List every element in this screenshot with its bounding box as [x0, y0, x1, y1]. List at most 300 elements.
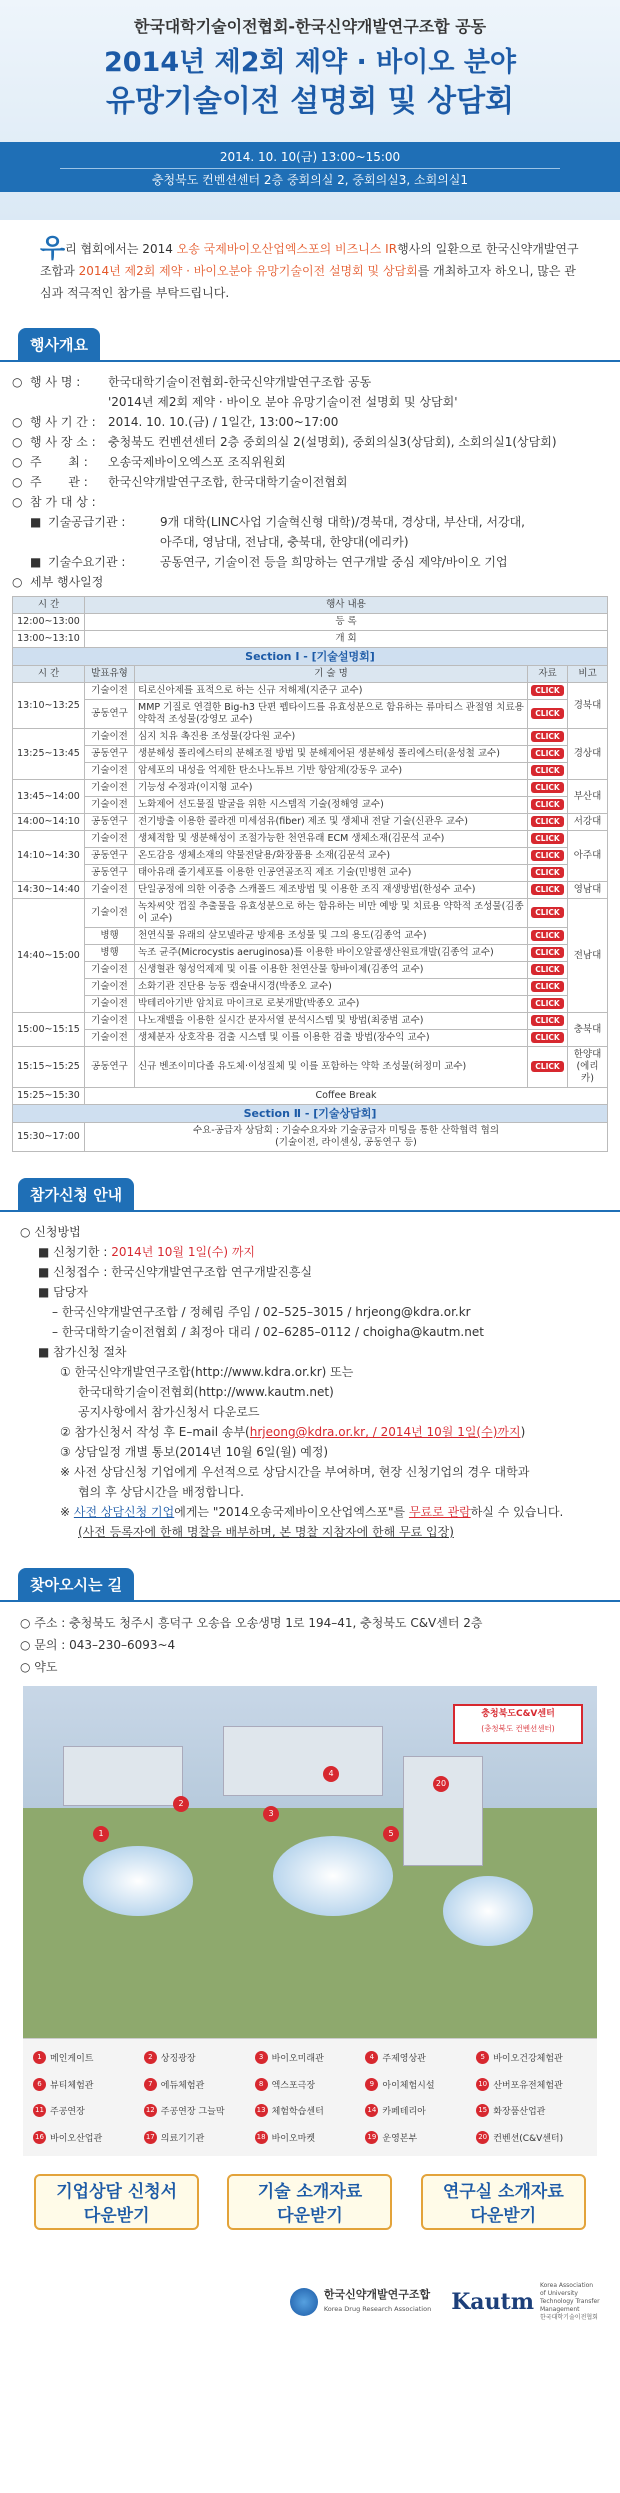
data-cell	[528, 1047, 568, 1088]
circle-bullet-icon: ○	[20, 1225, 35, 1239]
data-cell	[528, 1030, 568, 1047]
click-button[interactable]: CLICK	[531, 816, 563, 827]
tech-cell: 신규 벤조이미다졸 유도체·이성질체 및 이를 포함하는 약학 조성물(허정미 교수)	[135, 1047, 528, 1088]
event-title-line1: 2014년 제2회 제약 · 바이오 분야	[103, 47, 516, 78]
target-value: 9개 대학(LINC사업 기술혁신형 대학)/경북대, 경상대, 부산대, 서강대,	[160, 515, 525, 529]
tech-cell: MMP 기질로 연결한 Big-h3 단편 펩타이드를 유효성분으로 함유하는 류마티스 관절염 치료용 약학적 조성물(강영모 교수)	[135, 700, 528, 729]
time-cell: 15:25~15:30	[13, 1088, 85, 1105]
type-cell: 공동연구	[85, 746, 135, 763]
table-row	[13, 814, 608, 831]
overview-value: 한국신약개발연구조합, 한국대학기술이전협회	[108, 475, 348, 489]
note-cell: 영남대	[568, 882, 608, 899]
legend-label: 카페테리아	[382, 2107, 426, 2118]
header-banner	[0, 0, 620, 220]
col-time: 시 간	[13, 597, 85, 614]
procedure-step-1: ① 한국신약개발연구조합(http://www.kdra.or.kr) 또는	[60, 1365, 354, 1379]
table-row	[13, 979, 608, 996]
type-cell: 기술이전	[85, 729, 135, 746]
legend-label: 의료기기관	[160, 2134, 205, 2145]
apply-note-3: (사전 등록자에 한해 명찰을 배부하며, 본 명찰 지참자에 한해 무료 입장)	[78, 1525, 454, 1539]
map-marker: 3	[263, 1806, 279, 1822]
tech-cell: 신생혈관 형성억제제 및 이를 이용한 천연산물 항바이제(김종억 교수)	[135, 962, 528, 979]
time-cell: 14:10~14:30	[13, 831, 85, 882]
time-cell: 14:40~15:00	[13, 899, 85, 1013]
map-building	[223, 1726, 383, 1796]
click-button[interactable]: CLICK	[531, 685, 563, 696]
procedure-step-2: ② 참가신청서 작성 후 E–mail 송부(hrjeong@kdra.or.kr, / 2014년 10월 1일(수)까지)	[60, 1425, 526, 1439]
data-cell	[528, 746, 568, 763]
legend-label: 바이오미래관	[271, 2053, 324, 2064]
time-cell: 15:00~15:15	[13, 1013, 85, 1047]
circle-bullet-icon: ○	[12, 575, 23, 589]
download-lab-intro-button[interactable]: 연구실 소개자료 다운받기	[421, 2174, 586, 2230]
contact-line-2: – 한국대학기술이전협회 / 최정아 대리 / 02–6285–0112 / choigha@kautm.net	[52, 1325, 484, 1339]
legend-number: 10	[476, 2078, 489, 2091]
type-cell: 기술이전	[85, 1030, 135, 1047]
time-cell: 14:00~14:10	[13, 814, 85, 831]
date-venue-band	[0, 142, 620, 192]
legend-number: 5	[476, 2051, 489, 2064]
overview-row-period	[12, 412, 608, 432]
intro-paragraph	[0, 220, 620, 328]
legend-number: 8	[255, 2078, 268, 2091]
square-bullet-icon: ■	[38, 1265, 54, 1279]
legend-number: 16	[33, 2131, 46, 2144]
legend-item	[33, 2127, 144, 2148]
note-cell: 한양대 (에리카)	[568, 1047, 608, 1088]
overview-value-cont: '2014년 제2회 제약 · 바이오 분야 유망기술이전 설명회 및 상담회'	[108, 395, 458, 409]
legend-label: 화장품산업관	[493, 2107, 546, 2118]
legend-label: 컨벤션(C&V센터)	[493, 2134, 564, 2145]
section-title-apply: 참가신청 안내	[18, 1178, 134, 1212]
data-cell	[528, 945, 568, 962]
legend-item	[33, 2101, 144, 2122]
table-row	[13, 1123, 608, 1152]
legend-number: 4	[365, 2051, 378, 2064]
table-row	[13, 797, 608, 814]
table-row	[13, 882, 608, 899]
type-cell: 공동연구	[85, 814, 135, 831]
data-cell	[528, 996, 568, 1013]
table-row	[13, 945, 608, 962]
table-row	[13, 962, 608, 979]
note-cell: 경상대	[568, 729, 608, 780]
content-cell: 등 록	[85, 614, 608, 631]
click-button[interactable]: CLICK	[531, 708, 563, 719]
schedule-table	[12, 596, 608, 1152]
legend-number: 2	[144, 2051, 157, 2064]
legend-number: 18	[255, 2131, 268, 2144]
map-legend	[23, 2038, 597, 2156]
col-tech: 기 술 명	[135, 666, 528, 683]
circle-bullet-icon: ○	[20, 1616, 35, 1630]
legend-number: 19	[365, 2131, 378, 2144]
circle-bullet-icon: ○	[20, 1660, 35, 1674]
legend-label: 주제영상관	[382, 2053, 426, 2064]
procedure-step-1b: 한국대학기술이전협회(http://www.kautm.net)	[78, 1385, 334, 1399]
square-bullet-icon: ■	[38, 1345, 54, 1359]
procedure-step-1c: 공지사항에서 참가신청서 다운로드	[78, 1405, 260, 1419]
legend-item	[33, 2047, 144, 2068]
col-type: 발표유형	[85, 666, 135, 683]
type-cell: 기술이전	[85, 979, 135, 996]
note-cell: 서강대	[568, 814, 608, 831]
table-row	[13, 848, 608, 865]
data-cell	[528, 979, 568, 996]
legend-item	[255, 2074, 366, 2095]
legend-item	[476, 2074, 587, 2095]
apply-receipt: ■ 신청접수 : 한국신약개발연구조합 연구개발진흥실	[38, 1265, 313, 1279]
data-cell	[528, 700, 568, 729]
legend-item	[255, 2047, 366, 2068]
table-row	[13, 899, 608, 928]
circle-bullet-icon: ○	[12, 475, 23, 489]
legend-item	[33, 2074, 144, 2095]
type-cell: 기술이전	[85, 831, 135, 848]
legend-label: 주공연장 그늘막	[160, 2107, 225, 2118]
table-row	[13, 831, 608, 848]
legend-label: 뷰티체험관	[50, 2080, 94, 2091]
type-cell: 기술이전	[85, 882, 135, 899]
data-cell	[528, 865, 568, 882]
target-label: 기술수요기관 :	[48, 555, 126, 569]
type-cell: 기술이전	[85, 763, 135, 780]
apply-note-2: ※ 사전 상담신청 기업에게는 "2014오송국제바이오산업엑스포"를 무료로 관람하실 수 있습니다.	[60, 1505, 564, 1519]
contact-line-1: – 한국신약개발연구조합 / 정혜림 주임 / 02–525–3015 / hrjeong@kdra.or.kr	[52, 1305, 471, 1319]
table-row	[13, 763, 608, 780]
type-cell: 공동연구	[85, 1047, 135, 1088]
click-button[interactable]: CLICK	[531, 884, 563, 895]
data-cell	[528, 882, 568, 899]
overview-value: 한국대학기술이전협회-한국신약개발연구조합 공동	[108, 375, 372, 389]
event-title-line2: 유망기술이전 설명회 및 상담회	[105, 84, 515, 119]
tech-cell: 생분해성 폴리에스터의 분해조절 방법 및 분해제어된 생분해성 폴리에스터(윤성철 교수)	[135, 746, 528, 763]
download-consult-form-button[interactable]: 기업상담 신청서 다운받기	[34, 2174, 199, 2230]
click-button[interactable]: CLICK	[531, 930, 563, 941]
col-content: 행사 내용	[85, 597, 608, 614]
legend-label: 상징광장	[160, 2053, 196, 2064]
col-time: 시 간	[13, 666, 85, 683]
data-cell	[528, 797, 568, 814]
legend-label: 바이오마켓	[271, 2134, 316, 2145]
legend-number: 7	[144, 2078, 157, 2091]
legend-item	[255, 2127, 366, 2148]
data-cell	[528, 928, 568, 945]
time-cell: 13:00~13:10	[13, 631, 85, 648]
type-cell: 기술이전	[85, 1013, 135, 1030]
overview-label: 행 사 기 간 :	[30, 415, 96, 429]
table-row	[13, 1030, 608, 1047]
legend-number: 6	[33, 2078, 46, 2091]
map-marker: 1	[93, 1826, 109, 1842]
type-cell: 기술이전	[85, 797, 135, 814]
square-bullet-icon: ■	[38, 1285, 54, 1299]
type-cell: 기술이전	[85, 780, 135, 797]
click-button[interactable]: CLICK	[531, 833, 563, 844]
data-cell	[528, 899, 568, 928]
square-bullet-icon: ■	[30, 555, 42, 569]
map-dome	[83, 1846, 193, 1916]
data-cell	[528, 831, 568, 848]
kdra-logo: 한국신약개발연구조합 Korea Drug Research Association	[290, 2288, 431, 2316]
legend-item	[144, 2127, 255, 2148]
type-cell: 기술이전	[85, 683, 135, 700]
overview-value: 충청북도 컨벤션센터 2층 중회의실 2(설명회), 중회의실3(상담회), 소회의실1(상담회)	[108, 435, 557, 449]
target-value-cont: 아주대, 영남대, 전남대, 충북대, 한양대(에리카)	[160, 535, 409, 549]
overview-row-name	[12, 372, 608, 392]
tech-cell: 박테리아기반 암치료 마이크로 로봇개발(박종오 교수)	[135, 996, 528, 1013]
overview-row-schedule	[12, 572, 608, 592]
overview-label: 주 관 :	[30, 475, 88, 489]
square-bullet-icon: ■	[30, 515, 42, 529]
download-tech-intro-button[interactable]: 기술 소개자료 다운받기	[227, 2174, 392, 2230]
type-cell: 병행	[85, 945, 135, 962]
table-header-row	[13, 597, 608, 614]
time-cell: 13:25~13:45	[13, 729, 85, 780]
col-data: 자료	[528, 666, 568, 683]
click-button[interactable]: CLICK	[531, 850, 563, 861]
square-bullet-icon: ■	[38, 1245, 54, 1259]
legend-number: 1	[33, 2051, 46, 2064]
table-row	[13, 683, 608, 700]
tech-cell: 단일공정에 의한 이중층 스캐폴드 제조방법 및 이용한 조직 재생방법(한성수 교수)	[135, 882, 528, 899]
note-cell: 부산대	[568, 780, 608, 814]
overview-row-organizer	[12, 472, 608, 492]
legend-label: 바이오건강체험관	[493, 2053, 563, 2064]
click-button[interactable]: CLICK	[531, 947, 563, 958]
table-row	[13, 780, 608, 797]
legend-item	[255, 2101, 366, 2122]
tech-cell: 노화제어 선도물질 발굴을 위한 시스템적 기술(정해영 교수)	[135, 797, 528, 814]
consult-line1: 수요-공급자 상담회 : 기술수요자와 기술공급자 미팅을 통한 산학협력 협의	[192, 1125, 500, 1136]
apply-method: ○ 신청방법	[20, 1225, 81, 1239]
intro-highlight-2: 2014년 제2회 제약 · 바이오분야 유망기술이전 설명회 및 상담회	[78, 264, 418, 278]
click-button[interactable]: CLICK	[531, 799, 563, 810]
data-cell	[528, 814, 568, 831]
overview-value: 2014. 10. 10.(금) / 1일간, 13:00~17:00	[108, 415, 339, 429]
map-building	[63, 1746, 183, 1806]
venue-callout: 충청북도C&V센터 (충청북도 컨벤션센터)	[453, 1704, 583, 1744]
map-dome	[443, 1876, 533, 1946]
legend-label: 산버포유전체험관	[493, 2080, 563, 2091]
section-header-overview	[0, 328, 620, 362]
section-title-overview: 행사개요	[18, 328, 100, 362]
legend-number: 3	[255, 2051, 268, 2064]
time-cell: 14:30~14:40	[13, 882, 85, 899]
note-cell: 충북대	[568, 1013, 608, 1047]
data-cell	[528, 1013, 568, 1030]
data-cell	[528, 962, 568, 979]
type-cell: 기술이전	[85, 962, 135, 979]
note-cell: 아주대	[568, 831, 608, 882]
tech-cell: 온도감응 생체소재의 약물전달용/화장품용 소재(김문석 교수)	[135, 848, 528, 865]
col-note: 비고	[568, 666, 608, 683]
intro-highlight-1: 오송 국제바이오산업엑스포의 비즈니스 IR	[176, 242, 398, 256]
type-cell: 병행	[85, 928, 135, 945]
legend-number: 11	[33, 2104, 46, 2117]
legend-item	[476, 2047, 587, 2068]
note-cell: 전남대	[568, 899, 608, 1013]
click-button[interactable]: CLICK	[531, 731, 563, 742]
content-cell: 개 회	[85, 631, 608, 648]
footer-logos	[0, 2256, 620, 2348]
type-cell: 공동연구	[85, 700, 135, 729]
tech-cell: 생체적합 및 생분해성이 조절가능한 천연유래 ECM 생체소재(김문석 교수)	[135, 831, 528, 848]
tech-cell: 소화기관 진단용 능동 캡슐내시경(박종오 교수)	[135, 979, 528, 996]
content-cell	[85, 1123, 608, 1152]
table-row	[13, 865, 608, 882]
target-supplier	[12, 512, 608, 532]
click-button[interactable]: CLICK	[531, 1015, 563, 1026]
overview-label: 행 사 장 소 :	[30, 435, 96, 449]
map-building	[403, 1756, 483, 1866]
consult-line2: (기술이전, 라이센싱, 공동연구 등)	[275, 1137, 417, 1148]
tech-cell: 심지 치유 촉진용 조성물(강다원 교수)	[135, 729, 528, 746]
legend-item	[476, 2101, 587, 2122]
section-title-location: 찾아오시는 길	[18, 1568, 134, 1602]
table-row	[13, 614, 608, 631]
legend-item	[144, 2074, 255, 2095]
click-button[interactable]: CLICK	[531, 964, 563, 975]
phone-line: ○ 문의 : 043–230–6093~4	[20, 1638, 176, 1652]
apply-procedure-label: ■ 참가신청 절차	[38, 1345, 127, 1359]
map-marker: 20	[433, 1776, 449, 1792]
tech-cell: 천연식물 유래의 살모넬라균 방제용 조성물 및 그의 용도(김종억 교수)	[135, 928, 528, 945]
map-marker: 4	[323, 1766, 339, 1782]
target-value: 공동연구, 기술이전 등을 희망하는 연구개발 중심 제약/바이오 기업	[160, 555, 508, 569]
legend-item	[365, 2047, 476, 2068]
tech-cell: 생체분자 상호작용 검출 시스템 및 이를 이용한 검출 방법(장수익 교수)	[135, 1030, 528, 1047]
overview-section	[0, 362, 620, 1152]
apply-note-1: ※ 사전 상담신청 기업에게 우선적으로 상담시간을 부여하며, 현장 신청기업의 경우 대학과	[60, 1465, 530, 1479]
legend-number: 12	[144, 2104, 157, 2117]
type-cell: 기술이전	[85, 899, 135, 928]
venue-map-image	[23, 1686, 597, 2038]
legend-item	[144, 2101, 255, 2122]
apply-contact-label: ■ 담당자	[38, 1285, 88, 1299]
overview-row-host	[12, 452, 608, 472]
click-button[interactable]: CLICK	[531, 907, 563, 918]
target-demander	[12, 552, 608, 572]
table-row	[13, 631, 608, 648]
overview-label: 주 최 :	[30, 455, 88, 469]
legend-item	[476, 2127, 587, 2148]
click-button[interactable]: CLICK	[531, 765, 563, 776]
data-cell	[528, 729, 568, 746]
kdra-mark-icon	[290, 2288, 318, 2316]
click-button[interactable]: CLICK	[531, 998, 563, 1009]
table-row	[13, 1013, 608, 1030]
table-row	[13, 1088, 608, 1105]
table-header-row	[13, 666, 608, 683]
data-cell	[528, 848, 568, 865]
section2-row	[13, 1105, 608, 1123]
click-button[interactable]: CLICK	[531, 1061, 563, 1072]
legend-number: 17	[144, 2131, 157, 2144]
data-cell	[528, 763, 568, 780]
tech-cell: 전기방출 이용한 콜라겐 미세섬유(fiber) 제조 및 생체내 전달 기술(신관우 교수)	[135, 814, 528, 831]
circle-bullet-icon: ○	[12, 495, 23, 509]
legend-item	[365, 2074, 476, 2095]
organizers-line: 한국대학기술이전협회-한국신약개발연구조합 공동	[133, 17, 487, 36]
legend-item	[365, 2101, 476, 2122]
legend-item	[144, 2047, 255, 2068]
intro-text-1: 리 협회에서는 2014	[65, 242, 177, 256]
time-cell: 15:15~15:25	[13, 1047, 85, 1088]
map-marker: 5	[383, 1826, 399, 1842]
section-header-location	[0, 1568, 620, 1602]
time-cell: 13:10~13:25	[13, 683, 85, 729]
procedure-step-3: ③ 상담일정 개별 통보(2014년 10월 6일(월) 예정)	[60, 1445, 329, 1459]
intro-text-2: 행사의 일환으로 한국신약개발연구조합과	[40, 242, 579, 278]
tech-cell: 녹조 균주(Microcystis aeruginosa)를 이용한 바이오알콜생산원료개발(김종억 교수)	[135, 945, 528, 962]
intro-text-3: 를 개최하고자 하오니, 많은 관심과 적극적인 참가를 부탁드립니다.	[40, 264, 576, 300]
event-date: 2014. 10. 10(금) 13:00~15:00	[219, 150, 401, 164]
type-cell: 기술이전	[85, 996, 135, 1013]
address-line: ○ 주소 : 충청북도 청주시 흥덕구 오송읍 오송생명 1로 194–41, 충청북도 C&V센터 2층	[20, 1616, 483, 1630]
type-cell: 공동연구	[85, 865, 135, 882]
tech-cell: 기능성 수정과(이지형 교수)	[135, 780, 528, 797]
section2-title: Section Ⅱ - [기술상담회]	[13, 1105, 608, 1123]
time-cell: 15:30~17:00	[13, 1123, 85, 1152]
map-marker: 2	[173, 1796, 189, 1812]
legend-number: 9	[365, 2078, 378, 2091]
legend-label: 주공연장	[50, 2107, 85, 2118]
type-cell: 공동연구	[85, 848, 135, 865]
kautm-logo: Kautm Korea Association of University Technology Transfer Management 한국대학기술이전협회	[451, 2282, 600, 2321]
overview-value: 오송국제바이오엑스포 조직위원회	[108, 455, 286, 469]
legend-number: 15	[476, 2104, 489, 2117]
legend-number: 14	[365, 2104, 378, 2117]
content-cell: Coffee Break	[85, 1088, 608, 1105]
map-dome	[273, 1836, 393, 1916]
legend-label: 바이오산업관	[50, 2134, 103, 2145]
table-row	[13, 746, 608, 763]
circle-bullet-icon: ○	[12, 415, 23, 429]
note-cell: 경북대	[568, 683, 608, 729]
click-button[interactable]: CLICK	[531, 981, 563, 992]
click-button[interactable]: CLICK	[531, 867, 563, 878]
legend-item	[365, 2127, 476, 2148]
legend-label: 체험학습센터	[271, 2107, 324, 2118]
circle-bullet-icon: ○	[12, 375, 23, 389]
map-label: ○ 약도	[20, 1660, 58, 1674]
apply-section	[0, 1212, 620, 1542]
legend-number: 20	[476, 2131, 489, 2144]
legend-number: 13	[255, 2104, 268, 2117]
tech-cell: 암세포의 내성을 억제한 탄소나노튜브 기반 항암제(강동우 교수)	[135, 763, 528, 780]
click-button[interactable]: CLICK	[531, 748, 563, 759]
circle-bullet-icon: ○	[20, 1638, 35, 1652]
tech-cell: 태아유래 줄기세포를 이용한 인공연골조직 제조 기술(민병현 교수)	[135, 865, 528, 882]
section1-title: Section Ⅰ - [기술설명회]	[13, 648, 608, 666]
email-link[interactable]: hrjeong@kdra.or.kr, / 2014년 10월 1일(수)까지	[249, 1425, 521, 1439]
time-cell: 12:00~13:00	[13, 614, 85, 631]
table-row	[13, 729, 608, 746]
tech-cell: 티로신아제를 표적으로 하는 신규 저해제(지준구 교수)	[135, 683, 528, 700]
circle-bullet-icon: ○	[12, 435, 23, 449]
click-button[interactable]: CLICK	[531, 1032, 563, 1043]
table-row	[13, 996, 608, 1013]
legend-label: 운영본부	[382, 2134, 418, 2145]
click-button[interactable]: CLICK	[531, 782, 563, 793]
overview-row-venue	[12, 432, 608, 452]
target-label: 기술공급기관 :	[48, 515, 126, 529]
overview-label: 행 사 명 :	[30, 375, 81, 389]
legend-label: 메인게이트	[50, 2053, 94, 2064]
overview-label: 참 가 대 상 :	[30, 495, 96, 509]
data-cell	[528, 780, 568, 797]
